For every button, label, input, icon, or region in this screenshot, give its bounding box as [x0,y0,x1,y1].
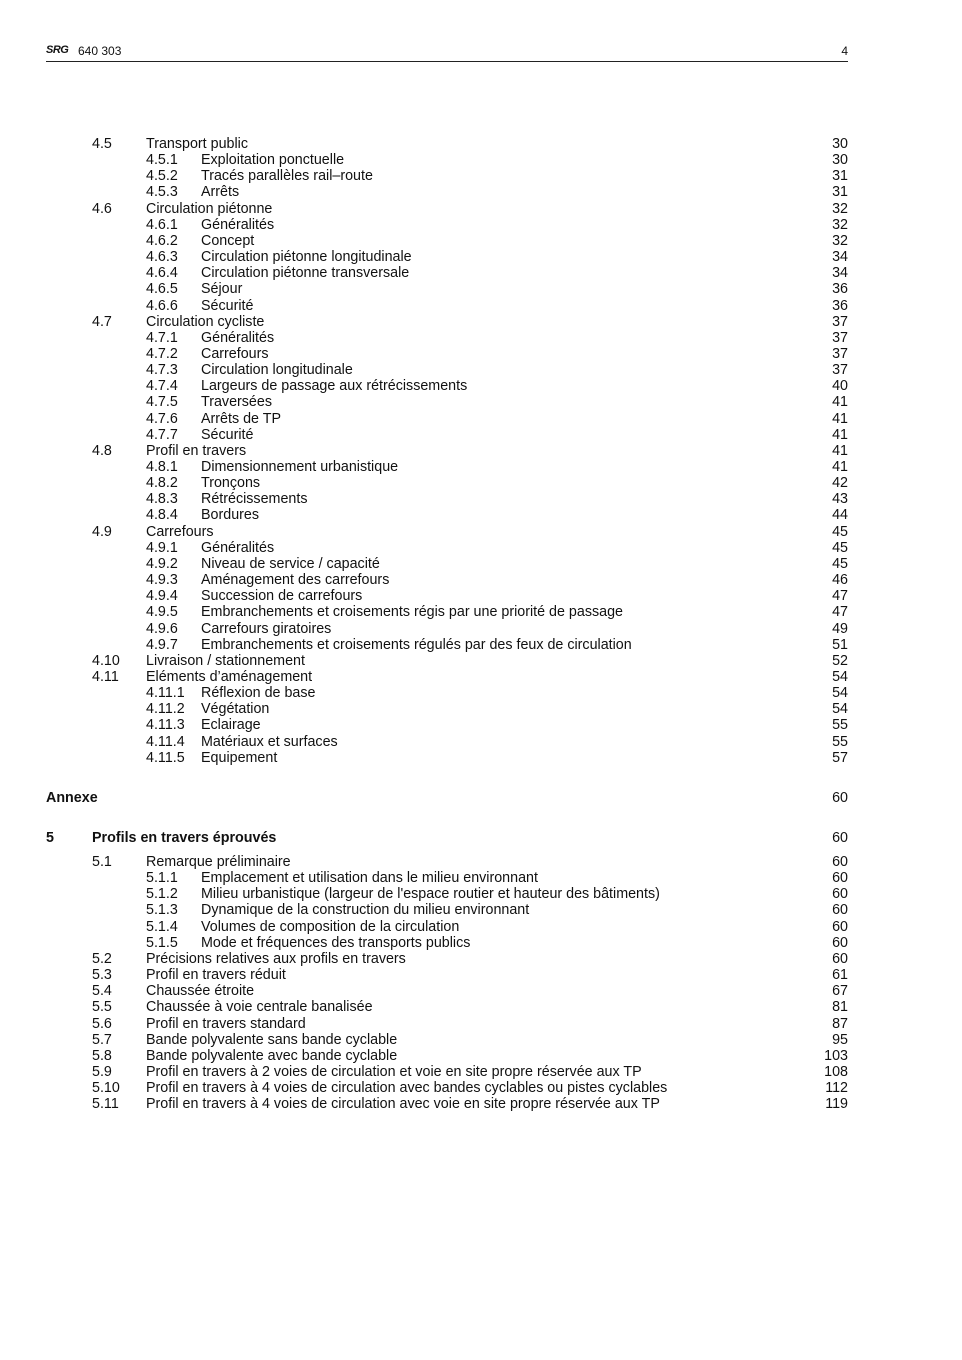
toc-page-number: 30 [832,152,848,169]
page-header [46,40,848,62]
toc-row [46,637,848,653]
toc-section-title: Circulation longitudinale [201,362,353,379]
toc-section-title: Arrêts [201,184,240,201]
toc-row [46,1080,848,1096]
toc-section-number: 5.1.5 [146,934,178,951]
toc-section-title: Remarque préliminaire [146,854,291,870]
toc-chapter-row [46,830,848,846]
toc-section-number: 4.11.4 [146,733,185,750]
toc-section-number: 4.7.7 [146,426,178,443]
toc-section-number: 4.5.1 [146,152,178,169]
toc-page-number: 47 [832,588,848,605]
toc-section-number: 4.9.3 [146,572,178,589]
toc-page-number: 55 [832,733,848,750]
toc-section-title: Généralités [201,216,275,233]
toc-row [46,621,848,637]
toc-section-number: 4.7.3 [146,362,178,379]
toc-section-title: Embranchements et croisements régulés par des feux de circulation [201,636,632,653]
toc-page-number: 55 [832,717,848,734]
toc-page-number: 37 [832,345,848,362]
toc-page-number: 60 [832,934,848,951]
toc-row [46,475,848,491]
toc-section-title: Généralités [201,329,275,346]
toc-section-title: Emplacement et utilisation dans le milieu environnant [201,870,538,887]
toc-section-number: 5.5 [92,999,112,1016]
toc-row [46,378,848,394]
toc-section-title: Livraison / stationnement [146,652,305,669]
toc-section-title: Eclairage [201,717,261,734]
toc-section-title: Equipement [201,749,278,766]
toc-page-number: 41 [832,394,848,411]
toc-section-title: Volumes de composition de la circulation [201,918,460,935]
toc-section-title: Circulation piétonne longitudinale [201,249,412,266]
toc-row [46,886,848,902]
toc-section-title: Rétrécissements [201,491,308,508]
toc-row [46,604,848,620]
toc-section-title: Carrefours giratoires [201,620,332,637]
toc-section-title: Niveau de service / capacité [201,555,380,572]
toc-page-number: 31 [832,168,848,185]
toc-section-number: 4.7.5 [146,394,178,411]
toc-section-title: Bordures [201,507,260,524]
toc-section-title: Transport public [146,136,248,152]
toc-row [46,556,848,572]
toc-row [46,935,848,951]
toc-section-number: 5.11 [92,1096,119,1113]
toc-chapter-number: 5 [46,830,54,846]
toc-row [46,201,848,217]
toc-row [46,919,848,935]
toc-section-title: Bande polyvalente sans bande cyclable [146,1031,398,1048]
toc-section-title: Matériaux et surfaces [201,733,338,750]
toc-page-number: 61 [832,967,848,984]
toc-section-number: 4.8.1 [146,459,178,475]
toc-row [46,1048,848,1064]
toc-section-title: Bande polyvalente avec bande cyclable [146,1047,398,1064]
toc-page-number: 43 [832,491,848,508]
toc-section-number: 5.4 [92,983,112,1000]
toc-page-number: 32 [832,200,848,217]
toc-section-number: 5.8 [92,1047,112,1064]
toc-section-number: 4.9.4 [146,588,178,605]
toc-row [46,854,848,870]
toc-row [46,298,848,314]
toc-section-title: Séjour [201,281,243,298]
toc-row [46,507,848,523]
toc-section-title: Profil en travers à 4 voies de circulation avec bandes cyclables ou pistes cyclables [146,1080,668,1097]
toc-row [46,136,848,152]
toc-page-number: 45 [832,555,848,572]
toc-section-number: 4.6.6 [146,297,178,314]
toc-section-title: Tracés parallèles rail–route [201,168,373,185]
toc-section-title: Réflexion de base [201,685,316,702]
toc-row [46,750,848,766]
toc-page-number: 37 [832,329,848,346]
toc-section-title: Profil en travers standard [146,1015,306,1032]
toc-page-number: 60 [832,870,848,887]
toc-section-title: Carrefours [146,523,214,540]
toc-page-number: 81 [832,999,848,1016]
toc-section-title: Embranchements et croisements régis par une priorité de passage [201,604,623,621]
toc-section-number: 4.11.5 [146,749,185,766]
toc-page-number: 60 [832,886,848,903]
toc-row [46,330,848,346]
toc-page-number: 40 [832,378,848,395]
toc-page-number: 44 [832,507,848,524]
toc-row [46,217,848,233]
toc-section-title: Milieu urbanistique (largeur de l'espace routier et hauteur des bâtiments) [201,886,660,903]
toc-section-number: 4.8.4 [146,507,178,524]
toc-section-title: Sécurité [201,297,254,314]
toc-page-number: 108 [824,1063,848,1080]
toc-annex-title: Annexe [46,790,98,806]
toc-page-number: 95 [832,1031,848,1048]
toc-page-number: 30 [832,136,848,152]
toc-row [46,281,848,297]
toc-section-number: 4.11.1 [146,685,185,702]
toc-row [46,701,848,717]
toc-chapter-title: Profils en travers éprouvés [92,830,277,846]
toc-section-title: Chaussée à voie centrale banalisée [146,999,373,1016]
toc-section-title: Exploitation ponctuelle [201,152,345,169]
toc-page-number: 60 [832,854,848,870]
toc-section-title: Circulation piétonne [146,200,273,217]
toc-page-number: 41 [832,459,848,475]
toc-row [46,411,848,427]
toc-section-title: Profil en travers réduit [146,967,286,984]
toc-page-number: 36 [832,297,848,314]
toc-page-number: 37 [832,362,848,379]
toc-section-number: 4.5.2 [146,168,178,185]
toc-section-title: Profil en travers à 4 voies de circulation avec voie en site propre réservée aux TP [146,1096,660,1113]
toc-row [46,362,848,378]
toc-page-number: 41 [832,442,848,459]
toc-section-title: Circulation piétonne transversale [201,265,410,282]
toc-section-number: 5.9 [92,1063,112,1080]
toc-row [46,314,848,330]
toc-page-number: 47 [832,604,848,621]
toc-row [46,1096,848,1112]
toc-section-number: 4.11 [92,668,119,685]
toc-row [46,152,848,168]
toc-section-number: 5.1 [92,854,112,870]
toc-section-number: 5.10 [92,1080,120,1097]
toc-section-title: Chaussée étroite [146,983,255,1000]
toc-section-title: Profil en travers à 2 voies de circulation et voie en site propre réservée aux TP [146,1063,642,1080]
toc-row [46,427,848,443]
toc-page-number: 41 [832,410,848,427]
toc-row [46,394,848,410]
toc-section-title: Largeurs de passage aux rétrécissements [201,378,468,395]
toc-section-number: 4.11.3 [146,717,185,734]
toc-row [46,346,848,362]
toc-section-number: 4.9.6 [146,620,178,637]
toc-section-number: 4.7.6 [146,410,178,427]
toc-page-number: 52 [832,652,848,669]
toc-page-number: 32 [832,232,848,249]
toc-section-number: 5.6 [92,1015,112,1032]
toc-page-number: 60 [832,902,848,919]
toc-section-title: Carrefours [201,345,269,362]
toc-row [46,491,848,507]
toc-section-number: 4.9.2 [146,555,178,572]
toc-row [46,967,848,983]
toc-row [46,983,848,999]
toc-page-number: 45 [832,523,848,540]
toc-row [46,1032,848,1048]
toc-section-number: 4.6.4 [146,265,178,282]
toc-section-title: Circulation cycliste [146,313,265,330]
toc-section-title: Traversées [201,394,272,411]
toc-row [46,951,848,967]
toc-section-number: 4.8.3 [146,491,178,508]
toc-section-number: 4.5.3 [146,184,178,201]
toc-page-number: 60 [832,950,848,967]
toc-row [46,459,848,475]
toc-page-number: 112 [825,1080,848,1097]
toc-page-number: 36 [832,281,848,298]
toc-page-number: 119 [825,1096,848,1113]
toc-section-title: Dimensionnement urbanistique [201,459,399,475]
toc-section-number: 4.8.2 [146,475,178,492]
toc-section-number: 4.6.2 [146,232,178,249]
toc-row [46,168,848,184]
toc-section-number: 5.2 [92,950,112,967]
toc-page-number: 57 [832,749,848,766]
toc-section-title: Succession de carrefours [201,588,363,605]
toc-section-number: 4.7 [92,313,112,330]
toc-row [46,870,848,886]
toc-row [46,734,848,750]
toc-row [46,443,848,459]
toc-row [46,1016,848,1032]
toc-row [46,184,848,200]
toc-section-number: 5.1.2 [146,886,178,903]
toc-row [46,653,848,669]
toc-section-number: 4.9.5 [146,604,178,621]
toc-row [46,540,848,556]
toc-page-number: 103 [824,1047,848,1064]
toc-section-title: Eléments d’aménagement [146,668,313,685]
toc-section-number: 4.10 [92,652,120,669]
toc-section-title: Profil en travers [146,442,247,459]
toc-row [46,524,848,540]
toc-page-number: 32 [832,216,848,233]
toc-section-number: 4.11.2 [146,701,185,718]
toc-section-number: 4.9.7 [146,636,178,653]
toc-page-number: 41 [832,426,848,443]
toc-page-number: 54 [832,685,848,702]
toc-section-number: 4.6 [92,200,112,217]
logo: SRG [46,44,69,56]
toc-page-number: 60 [832,918,848,935]
toc-section-title: Arrêts de TP [201,410,281,427]
toc-row [46,233,848,249]
toc-page-number: 37 [832,313,848,330]
toc-section-title: Végétation [201,701,270,718]
toc-section-title: Aménagement des carrefours [201,572,390,589]
toc-page-number: 42 [832,475,848,492]
toc-section-number: 4.7.2 [146,345,178,362]
toc-page-number: 49 [832,620,848,637]
toc-section-number: 4.7.1 [146,329,178,346]
toc-section-title: Mode et fréquences des transports publics [201,934,471,951]
toc-row [46,669,848,685]
toc-page-number: 31 [832,184,848,201]
toc-section-number: 4.9.1 [146,539,178,556]
toc-page-number: 54 [832,668,848,685]
toc-section-number: 4.6.5 [146,281,178,298]
toc-section-title: Généralités [201,539,275,556]
toc-row [46,1064,848,1080]
toc-section-number: 5.1.1 [146,870,178,887]
toc-section-number: 5.1.4 [146,918,178,935]
toc-section-number: 4.6.3 [146,249,178,266]
toc-row [46,902,848,918]
document-number: 640 303 [78,44,122,58]
toc-section-number: 5.3 [92,967,112,984]
toc-page-number: 34 [832,265,848,282]
toc-section-title: Dynamique de la construction du milieu environnant [201,902,530,919]
toc-row [46,717,848,733]
toc-page-number: 87 [832,1015,848,1032]
toc-section-number: 4.9 [92,523,112,540]
toc-page-number: 67 [832,983,848,1000]
toc-section-number: 5.7 [92,1031,112,1048]
toc-row [46,249,848,265]
toc-section-title: Tronçons [201,475,261,492]
toc-page-number: 51 [832,636,848,653]
toc-section-number: 5.1.3 [146,902,178,919]
toc-section-number: 4.8 [92,442,112,459]
toc-section-title: Précisions relatives aux profils en travers [146,950,406,967]
page-number: 4 [841,44,848,58]
toc-row [46,588,848,604]
toc-page-number: 54 [832,701,848,718]
toc-section-number: 4.7.4 [146,378,178,395]
toc-chapter-page: 60 [832,830,848,846]
toc-row [46,685,848,701]
toc-page-number: 45 [832,539,848,556]
toc-page-number: 46 [832,572,848,589]
toc-section-title: Concept [201,232,255,249]
toc-section-number: 4.5 [92,136,112,152]
toc-section-number: 4.6.1 [146,216,178,233]
toc-row [46,999,848,1015]
toc-section-title: Sécurité [201,426,254,443]
toc-annex-row [46,790,848,806]
toc-row [46,572,848,588]
toc-page-number: 34 [832,249,848,266]
toc-annex-page: 60 [832,790,848,806]
toc-row [46,265,848,281]
